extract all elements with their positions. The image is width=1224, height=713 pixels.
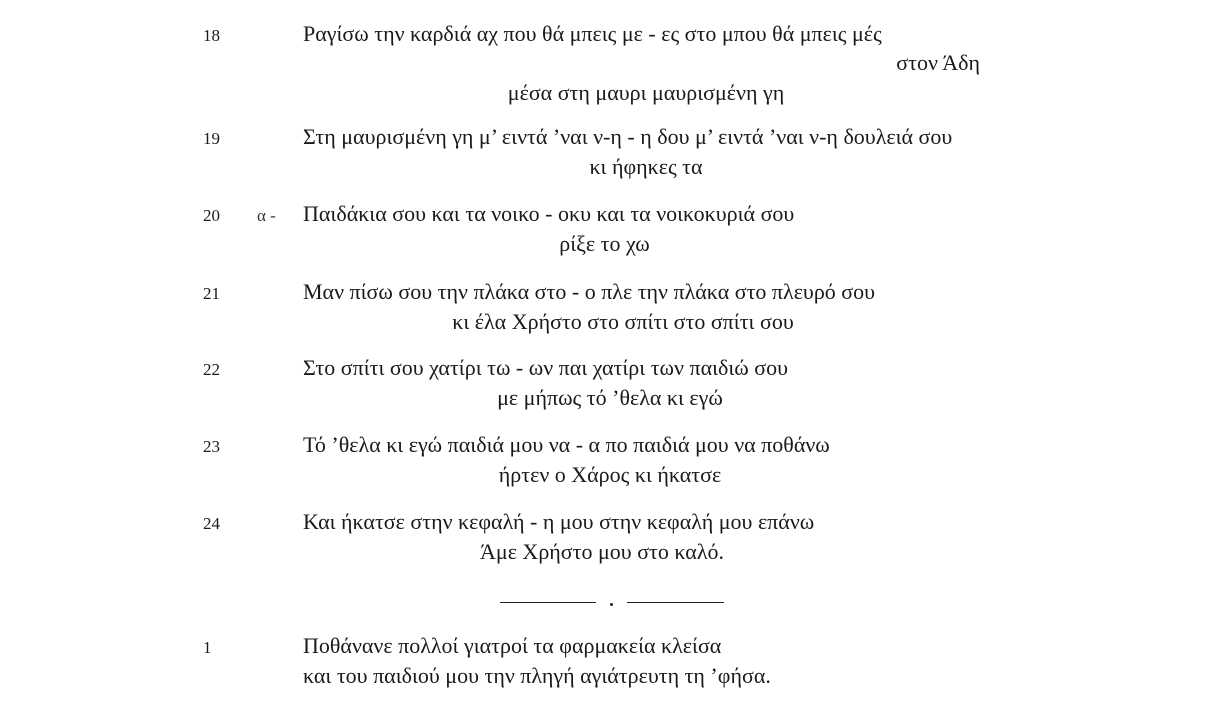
verse-line-1: Και ήκατσε στην κεφαλή - η μου στην κεφαλή μου επάνω bbox=[303, 509, 815, 534]
section-separator bbox=[500, 595, 724, 609]
verse-line-2: με μήπως τό ’θελα κι εγώ bbox=[497, 385, 723, 410]
verse-line-1: Στη μαυρισμένη γη μ’ ειντά ’ναι ν-η - η δου μ’ ειντά ’ναι ν-η δουλειά σου bbox=[303, 124, 953, 149]
verse-line-1: Μαν πίσω σου την πλάκα στο - ο πλε την πλάκα στο πλευρό σου bbox=[303, 279, 876, 304]
separator-rule-left bbox=[500, 602, 596, 603]
verse-line-2: ρίξε το χω bbox=[559, 231, 650, 256]
verse-number: 22 bbox=[203, 360, 220, 379]
verse-prefix: α - bbox=[257, 206, 276, 225]
separator-rule-right bbox=[627, 602, 724, 603]
verse-line-2: μέσα στη μαυρι μαυρισμένη γη bbox=[507, 80, 785, 105]
verse-line-2: Άμε Χρήστο μου στο καλό. bbox=[480, 539, 724, 564]
verse-number: 23 bbox=[203, 437, 220, 456]
verse-line-2: κι ήφηκες τα bbox=[589, 154, 703, 179]
verse-line-1: Στο σπίτι σου χατίρι τω - ων παι χατίρι των παιδιώ σου bbox=[303, 355, 789, 380]
verse-line-1: Παιδάκια σου και τα νοικο - οκυ και τα νοικοκυριά σου bbox=[303, 201, 795, 226]
verse-number: 20 bbox=[203, 206, 220, 225]
verse-number: 21 bbox=[203, 284, 220, 303]
verse-line-1: Τό ’θελα κι εγώ παιδιά μου να - α πο παιδιά μου να ποθάνω bbox=[303, 432, 830, 457]
verse-number: 19 bbox=[203, 129, 220, 148]
verse-line-2: ήρτεν ο Χάρος κι ήκατσε bbox=[498, 462, 722, 487]
verse-line-1: Ποθάνανε πολλοί γιατροί τα φαρμακεία κλείσα bbox=[303, 633, 722, 658]
verse-line-2: κι έλα Χρήστο στο σπίτι στο σπίτι σου bbox=[452, 309, 794, 334]
verse-number: 1 bbox=[203, 638, 212, 657]
separator-dot bbox=[610, 603, 613, 606]
verse-line-1: Ραγίσω την καρδιά αχ που θά μπεις με - ες στο μπου θά μπεις μές bbox=[303, 21, 882, 46]
verse-number: 18 bbox=[203, 26, 220, 45]
verse-line-1-continuation: στον Άδη bbox=[896, 50, 980, 75]
verse-line-2: και του παιδιού μου την πληγή αγιάτρευτη τη ’φήσα. bbox=[303, 663, 771, 688]
verse-number: 24 bbox=[203, 514, 220, 533]
